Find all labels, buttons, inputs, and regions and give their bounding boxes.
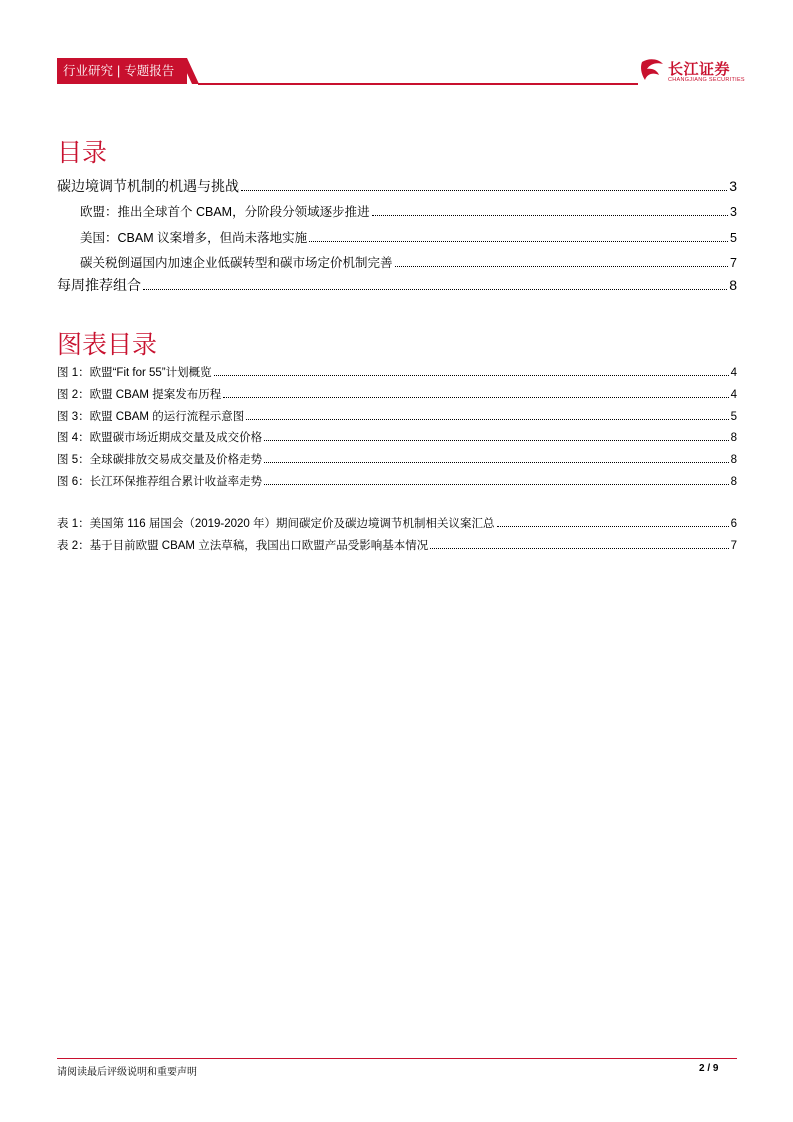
toc-entry-page: 7 — [730, 256, 737, 270]
footer-rule — [57, 1058, 737, 1059]
toc-entry[interactable] — [80, 202, 737, 220]
dot-leader — [372, 206, 728, 216]
toc-entry[interactable] — [80, 228, 737, 246]
figure-entry[interactable] — [57, 364, 737, 380]
figure-entry[interactable] — [57, 408, 737, 424]
figure-entry-text: 图 3：欧盟 CBAM 的运行流程示意图 — [57, 411, 245, 423]
dot-leader — [430, 539, 728, 549]
dot-leader — [223, 388, 728, 398]
figure-entry-text: 图 1：欧盟“Fit for 55”计划概览 — [57, 367, 212, 379]
toc-entry-page: 3 — [729, 178, 737, 194]
table-entry-text: 表 1：美国第 116 届国会（2019-2020 年）期间碳定价及碳边境调节机制相关议案汇总 — [57, 518, 495, 530]
dot-leader — [264, 475, 729, 485]
figure-entry-page: 8 — [730, 454, 737, 466]
logo-name: 长江证券 — [668, 61, 731, 78]
logo-emblem-icon — [638, 56, 666, 86]
dot-leader — [214, 366, 729, 376]
header-rule — [198, 83, 638, 85]
figure-entry-text: 图 4：欧盟碳市场近期成交量及成交价格 — [57, 432, 263, 444]
toc-entry-text: 每周推荐组合 — [57, 277, 141, 293]
dot-leader — [395, 257, 729, 267]
figure-entry-text: 图 6：长江环保推荐组合累计收益率走势 — [57, 476, 263, 488]
dot-leader — [309, 232, 728, 242]
company-logo — [638, 56, 745, 90]
header-divider: | — [117, 64, 121, 78]
page-indicator: 2 / 9 — [699, 1063, 719, 1074]
figure-entry[interactable] — [57, 386, 737, 402]
figures-title: 图表目录 — [57, 331, 158, 359]
table-entry-text: 表 2：基于目前欧盟 CBAM 立法草稿，我国出口欧盟产品受影响基本情况 — [57, 540, 429, 552]
toc-entry[interactable] — [57, 176, 737, 196]
toc-entry[interactable] — [57, 275, 737, 295]
figure-entry-text: 图 5：全球碳排放交易成交量及价格走势 — [57, 454, 263, 466]
header-report-type: 专题报告 — [124, 64, 175, 78]
toc-entry[interactable] — [80, 253, 737, 271]
dot-leader — [264, 453, 729, 463]
dot-leader — [497, 517, 729, 527]
figure-entry-page: 5 — [730, 411, 737, 423]
figure-entry[interactable] — [57, 451, 737, 467]
figure-entry-page: 4 — [730, 389, 737, 401]
table-entry[interactable] — [57, 537, 737, 553]
toc-entry-page: 5 — [730, 231, 737, 245]
toc-entry-text: 欧盟：推出全球首个 CBAM，分阶段分领域逐步推进 — [80, 205, 370, 219]
figure-entry[interactable] — [57, 473, 737, 489]
logo-english: CHANGJIANG SECURITIES — [668, 77, 745, 83]
dot-leader — [241, 180, 727, 192]
dot-leader — [143, 279, 727, 291]
toc-entry-page: 8 — [729, 277, 737, 293]
table-entry-page: 7 — [730, 540, 737, 552]
dot-leader — [246, 410, 728, 420]
table-entry-page: 6 — [730, 518, 737, 530]
header-slant-decoration — [180, 58, 200, 85]
figure-entry[interactable] — [57, 429, 737, 445]
dot-leader — [264, 431, 729, 441]
figure-entry-page: 8 — [730, 476, 737, 488]
toc-entry-text: 碳关税倒逼国内加速企业低碳转型和碳市场定价机制完善 — [80, 256, 393, 270]
figure-entry-text: 图 2：欧盟 CBAM 提案发布历程 — [57, 389, 222, 401]
toc-entry-text: 美国：CBAM 议案增多，但尚未落地实施 — [80, 231, 308, 245]
toc-entry-page: 3 — [730, 205, 737, 219]
footer-disclaimer: 请阅读最后评级说明和重要声明 — [57, 1067, 197, 1078]
figure-entry-page: 4 — [730, 367, 737, 379]
header-tab — [57, 58, 187, 84]
header-section: 行业研究 — [63, 64, 114, 78]
figure-entry-page: 8 — [730, 432, 737, 444]
toc-entry-text: 碳边境调节机制的机遇与挑战 — [57, 178, 239, 194]
toc-title: 目录 — [57, 139, 108, 167]
table-entry[interactable] — [57, 515, 737, 531]
